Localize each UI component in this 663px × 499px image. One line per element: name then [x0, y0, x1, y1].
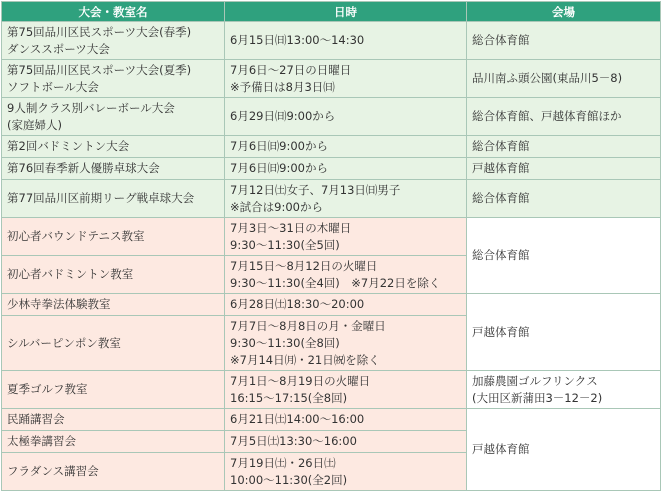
event-venue: 総合体育館	[467, 22, 661, 60]
event-date: 7月6日㈰9:00から	[225, 158, 467, 180]
event-date: 7月1日～8月19日の火曜日 16:15～17:15(全8回)	[225, 371, 467, 409]
table-row	[2, 60, 661, 98]
event-name: 第2回バドミントン大会	[2, 136, 225, 158]
event-date: 7月19日㈯・26日㈯ 10:00～11:30(全2回)	[225, 453, 467, 491]
header-row	[2, 2, 661, 22]
event-name: 第75回品川区民スポーツ大会(春季) ダンススポーツ大会	[2, 22, 225, 60]
table-row	[2, 180, 661, 218]
event-venue: 戸越体育館	[467, 294, 661, 371]
table-row	[2, 136, 661, 158]
event-name: フラダンス講習会	[2, 453, 225, 491]
event-venue: 戸越体育館	[467, 409, 661, 491]
table-row	[2, 218, 661, 256]
event-name: 初心者バドミントン教室	[2, 256, 225, 294]
event-name: 第75回品川区民スポーツ大会(夏季) ソフトボール大会	[2, 60, 225, 98]
event-date: 6月28日㈯18:30～20:00	[225, 294, 467, 316]
event-name: 民踊講習会	[2, 409, 225, 431]
event-date: 7月3日～31日の木曜日 9:30～11:30(全5回)	[225, 218, 467, 256]
event-venue: 総合体育館、戸越体育館ほか	[467, 98, 661, 136]
event-venue: 加藤農園ゴルフリンクス (大田区新蒲田3－12－2)	[467, 371, 661, 409]
event-name: 初心者バウンドテニス教室	[2, 218, 225, 256]
event-date: 7月7日～8月8日の月・金曜日 9:30～11:30(全8回) ※7月14日㈪・21日㈷を除く	[225, 316, 467, 371]
header-event: 大会・教室名	[2, 2, 225, 22]
table-row	[2, 371, 661, 409]
header-date: 日時	[225, 2, 467, 22]
table-row	[2, 294, 661, 316]
schedule-table	[1, 1, 661, 491]
table-row	[2, 22, 661, 60]
event-name: 少林寺拳法体験教室	[2, 294, 225, 316]
table-row	[2, 98, 661, 136]
event-date: 7月6日㈰9:00から	[225, 136, 467, 158]
event-name: 9人制クラス別バレーボール大会 (家庭婦人)	[2, 98, 225, 136]
event-venue: 戸越体育館	[467, 158, 661, 180]
event-name: シルバーピンポン教室	[2, 316, 225, 371]
event-name: 第76回春季新人優勝卓球大会	[2, 158, 225, 180]
event-venue: 総合体育館	[467, 136, 661, 158]
event-name: 太極拳講習会	[2, 431, 225, 453]
event-date: 7月15日～8月12日の火曜日 9:30～11:30(全4回) ※7月22日を除く	[225, 256, 467, 294]
event-date: 7月6日～27日の日曜日 ※予備日は8月3日㈰	[225, 60, 467, 98]
event-date: 6月15日㈰13:00～14:30	[225, 22, 467, 60]
event-venue: 総合体育館	[467, 180, 661, 218]
event-date: 6月21日㈯14:00～16:00	[225, 409, 467, 431]
event-name: 第77回品川区前期リーグ戦卓球大会	[2, 180, 225, 218]
table-row	[2, 409, 661, 431]
header-venue: 会場	[467, 2, 661, 22]
event-venue: 品川南ふ頭公園(東品川5－8)	[467, 60, 661, 98]
event-date: 7月12日㈯女子、7月13日㈰男子 ※試合は9:00から	[225, 180, 467, 218]
event-name: 夏季ゴルフ教室	[2, 371, 225, 409]
table-row	[2, 158, 661, 180]
event-date: 7月5日㈯13:30～16:00	[225, 431, 467, 453]
event-venue: 総合体育館	[467, 218, 661, 294]
event-date: 6月29日㈰9:00から	[225, 98, 467, 136]
